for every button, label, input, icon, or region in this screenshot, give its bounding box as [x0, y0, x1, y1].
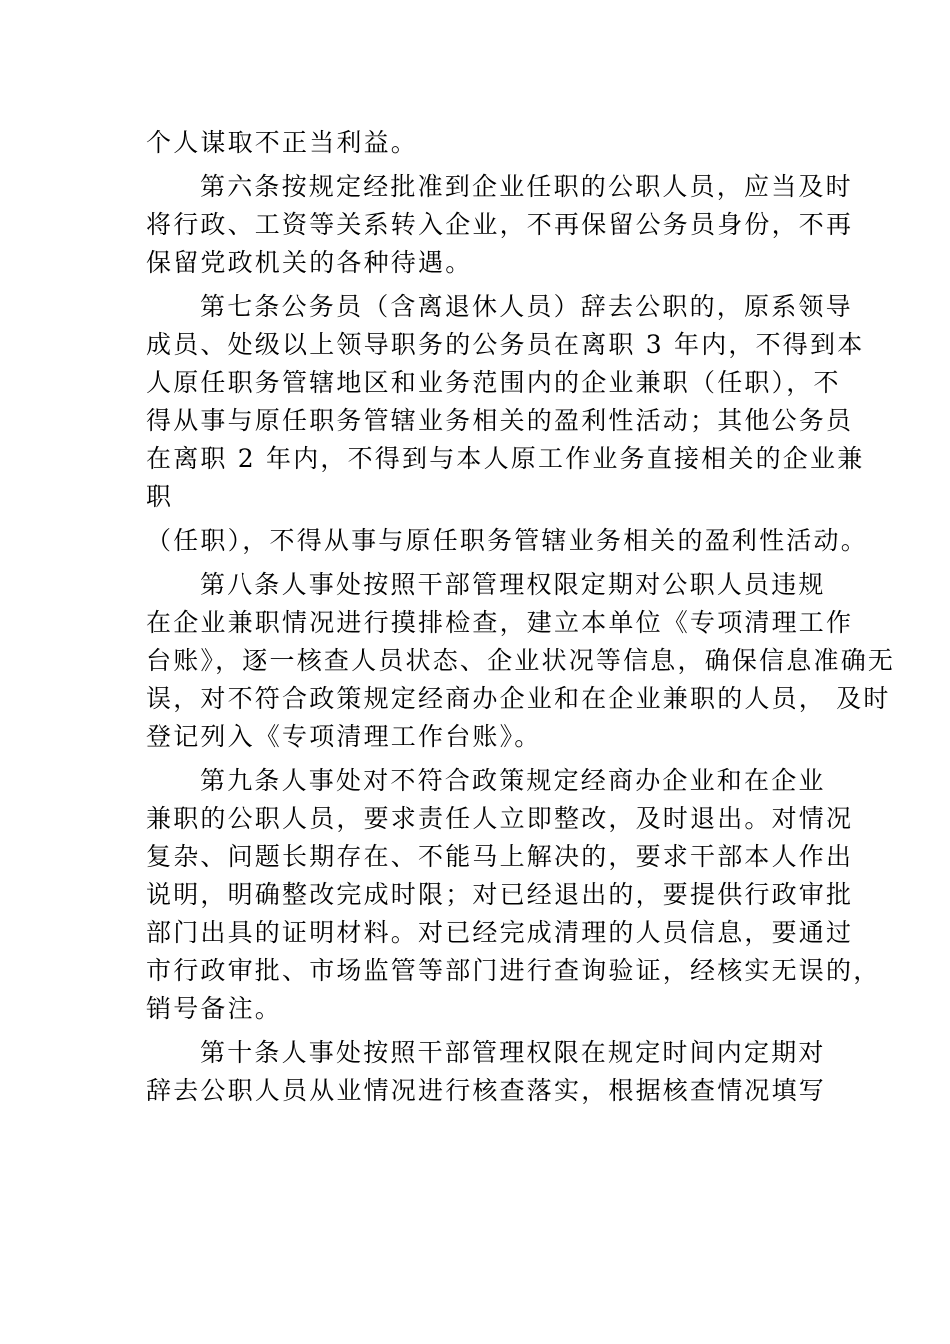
- text-line: 第六条按规定经批准到企业任职的公职人员，应当及时: [200, 172, 853, 201]
- text-line: 将行政、工资等关系转入企业，不再保留公务员身份，不再: [146, 210, 854, 239]
- text-line: 辞去公职人员从业情况进行核查落实，根据核查情况填写: [146, 1076, 827, 1105]
- text-line: 复杂、问题长期存在、不能马上解决的，要求干部本人作出: [146, 842, 854, 871]
- text-line: 销号备注。: [146, 994, 283, 1023]
- text-line: 成员、处级以上领导职务的公务员在离职 3 年内，不得到本: [146, 330, 865, 359]
- text-line: 登记列入《专项清理工作台账》。: [146, 722, 542, 751]
- text-line: 说明，明确整改完成时限；对已经退出的，要提供行政审批: [146, 880, 854, 909]
- text-line: 误，对不符合政策规定经商办企业和在企业兼职的人员， 及时: [146, 684, 891, 713]
- text-line: （任职），不得从事与原任职务管辖业务相关的盈利性活动。: [146, 526, 868, 555]
- text-line: 第八条人事处按照干部管理权限定期对公职人员违规: [200, 570, 826, 599]
- text-line: 职: [146, 482, 174, 511]
- text-line: 人原任职务管辖地区和业务范围内的企业兼职（任职），不: [146, 368, 841, 397]
- text-line: 第十条人事处按照干部管理权限在规定时间内定期对: [200, 1038, 826, 1067]
- text-line: 部门出具的证明材料。对已经完成清理的人员信息，要通过: [146, 918, 854, 947]
- text-line: 兼职的公职人员，要求责任人立即整改，及时退出。对情况: [146, 804, 854, 833]
- text-line: 保留党政机关的各种待遇。: [146, 248, 473, 277]
- text-line: 第九条人事处对不符合政策规定经商办企业和在企业: [200, 766, 826, 795]
- text-line: 在离职 2 年内，不得到与本人原工作业务直接相关的企业兼: [146, 444, 865, 473]
- text-line: 在企业兼职情况进行摸排检查，建立本单位《专项清理工作: [146, 608, 854, 637]
- text-line: 台账》，逐一核查人员状态、企业状况等信息，确保信息准确无: [146, 646, 896, 675]
- text-line: 市行政审批、市场监管等部门进行查询验证，经核实无误的，: [146, 956, 881, 985]
- text-line: 得从事与原任职务管辖业务相关的盈利性活动；其他公务员: [146, 406, 854, 435]
- text-line: 第七条公务员（含离退休人员）辞去公职的，原系领导: [200, 292, 853, 321]
- text-line: 个人谋取不正当利益。: [146, 128, 419, 157]
